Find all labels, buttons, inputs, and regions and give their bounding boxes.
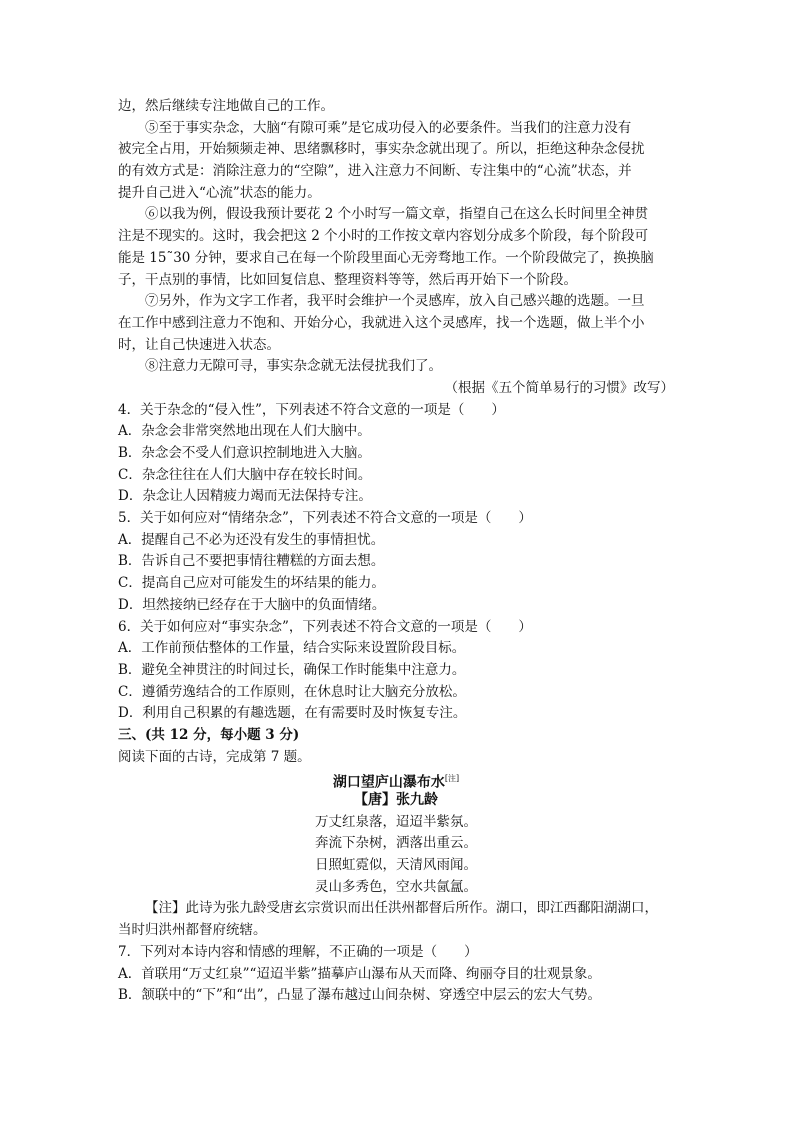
question-6-option-b: B．避免全神贯注的时间过长，确保工作时能集中注意力。 [118, 661, 466, 678]
paragraph-line: ⑥以我为例，假设我预计要花 2 个小时写一篇文章，指望自己在这么长时间里全神贯 [145, 206, 649, 223]
article-source: （根据《五个简单易行的习惯》改写） [444, 379, 674, 396]
section-3-instruction: 阅读下面的古诗，完成第 7 题。 [118, 748, 311, 765]
paragraph-line: 边，然后继续专注地做自己的工作。 [118, 98, 334, 114]
question-4-option-d: D．杂念让人因精疲力竭而无法保持专注。 [118, 488, 372, 505]
paragraph-line: 被完全占用，开始频频走神、思绪飘移时，事实杂念就出现了。所以，拒绝这种杂念侵扰 [118, 141, 645, 158]
question-7-option-a: A．首联用“万丈红泉”“迢迢半紫”描摹庐山瀑布从天而降、绚丽夺目的壮观景象。 [118, 965, 601, 982]
paragraph-line: ⑤至于事实杂念，大脑“有隙可乘”是它成功侵入的必要条件。当我们的注意力没有 [145, 119, 632, 136]
question-4-stem: 4．关于杂念的“侵入性”，下列表述不符合文意的一项是（ ） [118, 401, 505, 418]
section-3-heading: 三、(共 12 分，每小题 3 分) [118, 726, 300, 743]
paragraph-line: 时，让自己快速进入状态。 [118, 336, 280, 353]
question-5-option-a: A．提醒自己不必为还没有发生的事情担忧。 [118, 531, 385, 548]
question-4-option-c: C．杂念往往在人们大脑中存在较长时间。 [118, 466, 372, 483]
paragraph-line: 子，干点别的事情，比如回复信息、整理资料等等，然后再开始下一个阶段。 [118, 271, 577, 288]
poem-line: 日照虹霓似，天清风雨闻。 [315, 857, 477, 874]
paragraph-line: 注是不现实的。这时，我会把这 2 个小时的工作按文章内容划分成多个阶段，每个阶段可 [118, 228, 649, 245]
poem-line: 灵山多秀色，空水共氤氲。 [315, 878, 477, 895]
question-5-option-d: D．坦然接纳已经存在于大脑中的负面情绪。 [118, 596, 386, 613]
question-6-option-d: D．利用自己积累的有趣选题，在有需要时及时恢复专注。 [118, 705, 467, 722]
question-5-stem: 5．关于如何应对“情绪杂念”，下列表述不符合文意的一项是（ ） [118, 510, 532, 527]
question-5-option-c: C．提高自己应对可能发生的坏结果的能力。 [118, 575, 385, 592]
paragraph-line: 能是 15˜30 分钟，要求自己在每一个阶段里面心无旁骛地工作。一个阶段做完了，换换脑 [118, 249, 654, 266]
paragraph-line: 在工作中感到注意力不饱和、开始分心，我就进入这个灵感库，找一个选题，做上半个小 [118, 314, 645, 331]
question-4-option-b: B．杂念会不受人们意识控制地进入大脑。 [118, 445, 371, 461]
poem-note-line: 【注】此诗为张九龄受唐玄宗赏识而出任洪州都督后所作。湖口，即江西鄱阳湖湖口， [145, 900, 658, 917]
poem-note-line: 当时归洪州都督府统辖。 [118, 922, 267, 939]
question-6-option-c: C．遵循劳逸结合的工作原则，在休息时让大脑充分放松。 [118, 683, 466, 700]
question-7-option-b: B．颔联中的“下”和“出”，凸显了瀑布越过山间杂树、穿透空中层云的宏大气势。 [118, 987, 602, 1004]
question-6-option-a: A．工作前预估整体的工作量，结合实际来设置阶段目标。 [118, 640, 466, 657]
question-5-option-b: B．告诉自己不要把事情往糟糕的方面去想。 [118, 553, 385, 570]
poem-note-mark: [注] [444, 774, 460, 784]
question-6-stem: 6．关于如何应对“事实杂念”，下列表述不符合文意的一项是（ ） [118, 618, 532, 635]
paragraph-line: ⑧注意力无隙可寻，事实杂念就无法侵扰我们了。 [145, 358, 442, 375]
question-4-option-a: A．杂念会非常突然地出现在人们大脑中。 [118, 423, 371, 440]
paragraph-line: 的有效方式是：消除注意力的“空隙”，进入注意力不间断、专注集中的“心流”状态，并 [118, 163, 632, 180]
paragraph-line: 提升自己进入“心流”状态的能力。 [118, 184, 321, 201]
poem-author: 【唐】张九龄 [354, 792, 438, 808]
poem-line: 奔流下杂树，洒落出重云。 [315, 835, 477, 852]
question-7-stem: 7．下列对本诗内容和情感的理解，不正确的一项是（ ） [118, 943, 478, 960]
poem-line: 万丈红泉落，迢迢半紫氛。 [315, 813, 477, 830]
document-page [118, 96, 674, 1007]
poem-title: 湖口望庐山瀑布水 [332, 774, 445, 791]
paragraph-line: ⑦另外，作为文字工作者，我平时会维护一个灵感库，放入自己感兴趣的选题。一旦 [145, 293, 645, 310]
poem-title-line [118, 768, 674, 790]
